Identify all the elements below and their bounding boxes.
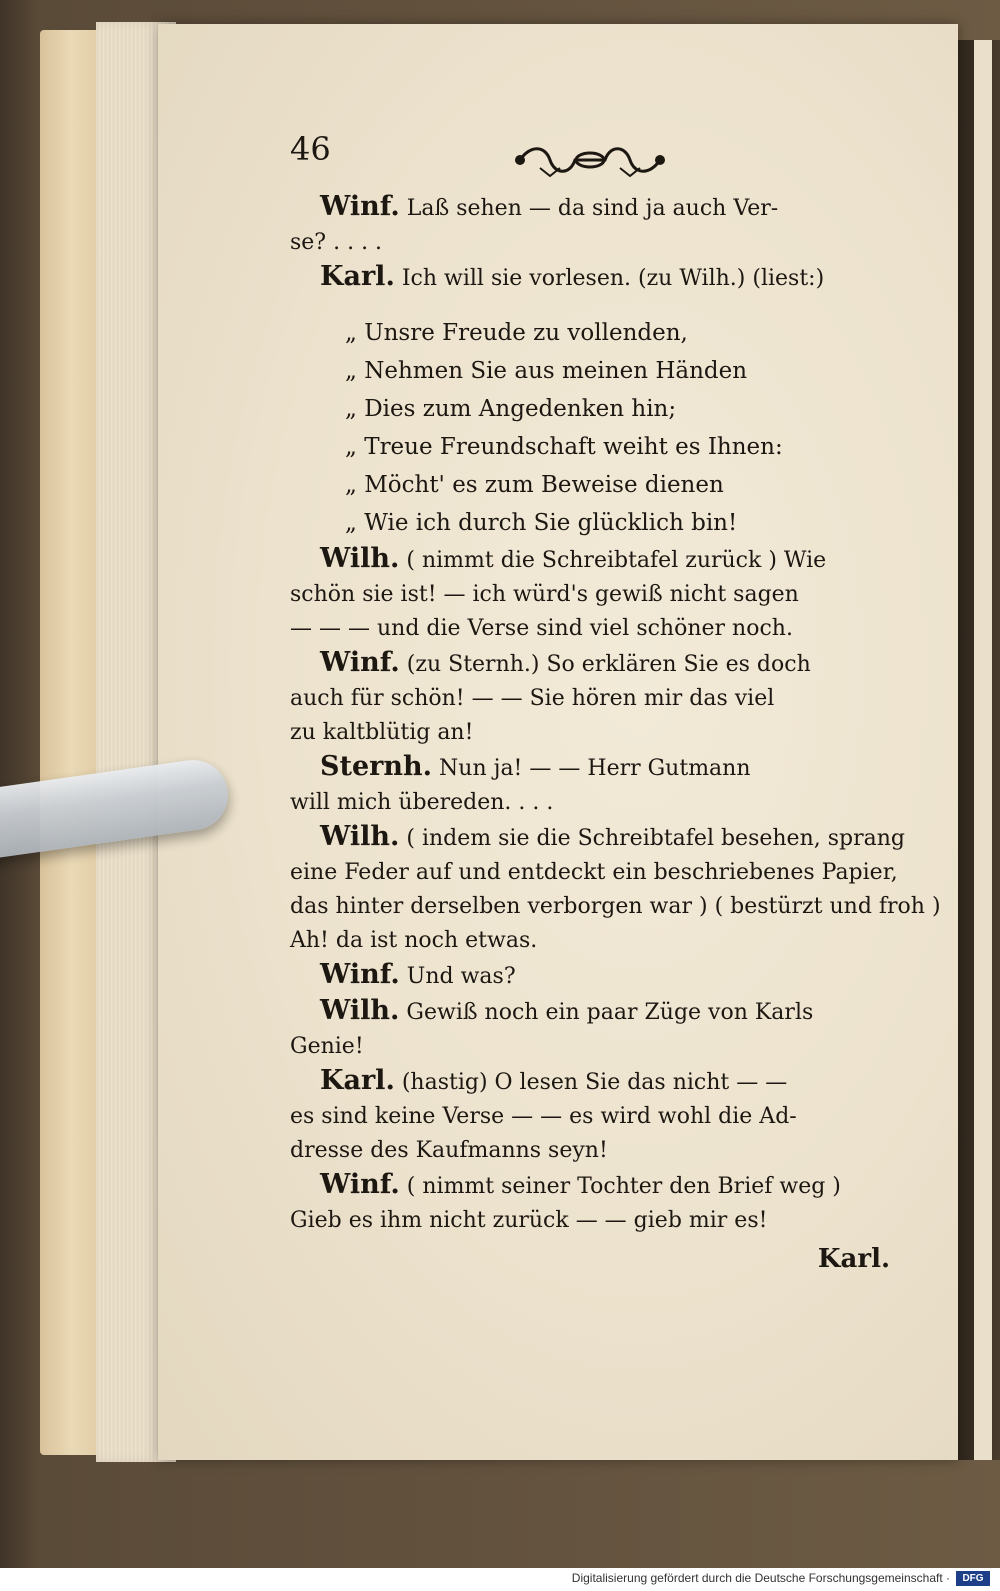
catchword: Karl. [817, 1244, 890, 1274]
continuation-line: se? . . . . [290, 230, 383, 255]
verse-line: „ Möcht' es zum Beweise dienen [345, 472, 724, 498]
continuation-line: das hinter derselben verborgen war ) ( bestürzt und froh ) [290, 894, 941, 919]
speech-line [290, 994, 920, 1030]
speaker-name: Winf. [320, 647, 400, 678]
continuation-line: schön sie ist! — ich würd's gewiß nicht sagen [290, 582, 799, 607]
continuation-line: Gieb es ihm nicht zurück — — gieb mir es! [290, 1208, 768, 1233]
ornament-icon [510, 140, 670, 180]
speech-line [290, 542, 920, 578]
dfg-logo: DFG [956, 1571, 990, 1586]
verse-line: „ Dies zum Angedenken hin; [345, 396, 677, 422]
speech-line [290, 646, 920, 682]
verse-line: „ Wie ich durch Sie glücklich bin! [345, 510, 738, 536]
speaker-name: Winf. [320, 1169, 400, 1200]
page-lines [290, 190, 941, 1238]
footer-credit: Digitalisierung gefördert durch die Deutsche Forschungsgemeinschaft · [571, 1571, 950, 1585]
verse-line: „ Unsre Freude zu vollenden, [345, 320, 688, 346]
speech-text: (zu Sternh.) So erklären Sie es doch [399, 652, 811, 677]
speaker-name: Winf. [320, 959, 400, 990]
speech-text: ( indem sie die Schreibtafel besehen, sprang [399, 826, 905, 851]
continuation-line: auch für schön! — — Sie hören mir das viel [290, 686, 775, 711]
footer-bar [0, 1568, 1000, 1591]
continuation-line: will mich übereden. . . . [290, 790, 554, 815]
speech-text: ( nimmt die Schreibtafel zurück ) Wie [399, 548, 827, 573]
continuation-line: — — — und die Verse sind viel schöner noch. [290, 616, 793, 641]
continuation-line: eine Feder auf und entdeckt ein beschriebenes Papier, [290, 860, 898, 885]
continuation-line: es sind keine Verse — — es wird wohl die Ad- [290, 1104, 797, 1129]
speech-line [290, 750, 920, 786]
speech-line [290, 190, 920, 226]
speaker-name: Karl. [320, 1065, 395, 1096]
spacer [290, 296, 920, 314]
speaker-name: Sternh. [320, 751, 433, 782]
speech-text: Gewiß noch ein paar Züge von Karls [399, 1000, 814, 1025]
verse-line: „ Treue Freundschaft weiht es Ihnen: [345, 434, 783, 460]
continuation-line: zu kaltblütig an! [290, 720, 474, 745]
verse-line: „ Nehmen Sie aus meinen Händen [345, 358, 748, 384]
facing-page-edge [958, 40, 1000, 1460]
speech-text: Laß sehen — da sind ja auch Ver- [399, 196, 779, 221]
continuation-line: dresse des Kaufmanns seyn! [290, 1138, 608, 1163]
speech-line [290, 260, 920, 296]
speech-line [290, 1168, 920, 1204]
continuation-line: Ah! da ist noch etwas. [290, 928, 538, 953]
speech-text: Ich will sie vorlesen. (zu Wilh.) (liest:) [394, 266, 825, 291]
page-text-block [290, 130, 941, 1274]
speech-line [290, 1064, 920, 1100]
page-number: 46 [290, 130, 331, 168]
speech-text: Und was? [399, 964, 516, 989]
speech-text: ( nimmt seiner Tochter den Brief weg ) [399, 1174, 841, 1199]
speaker-name: Wilh. [320, 995, 400, 1026]
speaker-name: Wilh. [320, 543, 400, 574]
page-header [290, 130, 920, 190]
speaker-name: Winf. [320, 191, 400, 222]
speech-line [290, 958, 920, 994]
speech-text: (hastig) O lesen Sie das nicht — — [394, 1070, 788, 1095]
speaker-name: Wilh. [320, 821, 400, 852]
speaker-name: Karl. [320, 261, 395, 292]
speech-text: Nun ja! — — Herr Gutmann [432, 756, 751, 781]
speech-line [290, 820, 920, 856]
continuation-line: Genie! [290, 1034, 364, 1059]
